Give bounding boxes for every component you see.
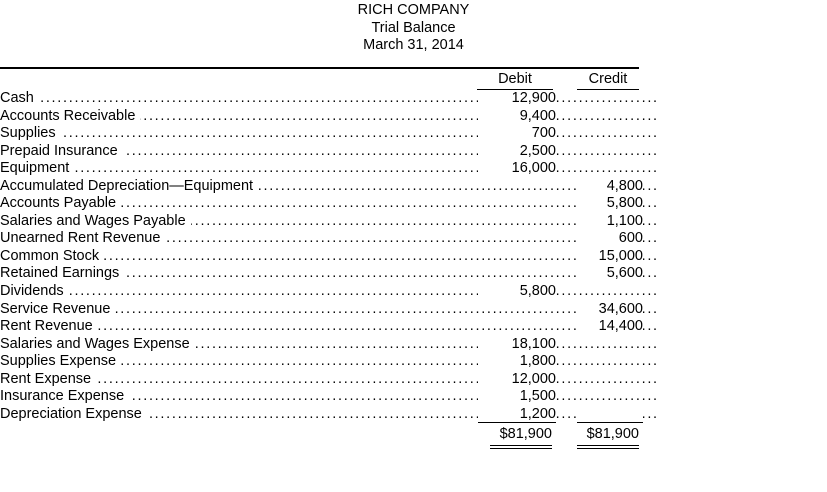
table-row [0,178,660,196]
account-name: Common Stock [0,248,104,266]
dot-leader [0,160,660,178]
credit-amount: 5,800 [577,195,643,213]
header-divider-rule [0,67,639,69]
statement-title: Trial Balance [371,19,456,36]
account-name: Supplies Expense [0,353,121,371]
account-name: Supplies [0,125,61,143]
table-row [0,213,660,231]
account-name: Prepaid Insurance [0,143,123,161]
credit-amount: 1,100 [577,213,643,231]
dot-leader [0,371,660,389]
credit-amount: 15,000 [577,248,643,266]
account-rows [0,90,660,423]
account-name: Depreciation Expense [0,406,147,424]
table-row [0,388,660,406]
column-header-credit: Credit [577,71,639,90]
credit-amount: 600 [577,230,643,248]
statement-date: March 31, 2014 [363,37,464,53]
credit-amount [577,406,643,423]
debit-amount: 2,500 [478,143,556,161]
table-row [0,160,660,178]
debit-amount: 18,100 [478,336,556,354]
table-row [0,265,660,283]
dot-leader [0,125,660,143]
account-name: Accounts Receivable [0,108,140,126]
account-name: Insurance Expense [0,388,129,406]
credit-amount: 14,400 [577,318,643,336]
account-name: Salaries and Wages Payable [0,213,191,231]
column-header-row [0,71,639,89]
dot-leader [0,90,660,108]
table-row [0,371,660,389]
debit-amount: 16,000 [478,160,556,178]
account-name: Retained Earnings [0,265,124,283]
table-row [0,108,660,126]
table-row [0,248,660,266]
account-name: Equipment [0,160,74,178]
debit-amount: 9,400 [478,108,556,126]
table-row [0,336,660,354]
table-row [0,143,660,161]
table-row [0,283,660,301]
company-name: RICH COMPANY [357,2,470,18]
debit-amount: 1,200 [478,406,556,423]
account-name: Service Revenue [0,301,115,319]
total-credit: $81,900 [577,426,639,446]
table-row [0,125,660,143]
document-heading [0,0,827,55]
debit-amount: 700 [478,125,556,143]
table-row [0,353,660,371]
account-name: Accounts Payable [0,195,121,213]
table-row [0,318,660,336]
table-row [0,406,660,424]
debit-amount: 12,900 [478,90,556,108]
credit-amount: 5,600 [577,265,643,283]
table-row [0,301,660,319]
table-row [0,90,660,108]
credit-amount: 4,800 [577,178,643,196]
account-name: Dividends [0,283,69,301]
account-name: Accumulated Depreciation—Equipment [0,178,258,196]
table-row [0,230,660,248]
debit-amount: 5,800 [478,283,556,301]
debit-amount: 1,800 [478,353,556,371]
account-name: Rent Expense [0,371,96,389]
account-name: Rent Revenue [0,318,98,336]
debit-amount: 1,500 [478,388,556,406]
totals-row [0,426,660,446]
account-name: Salaries and Wages Expense [0,336,195,354]
dot-leader [0,283,660,301]
credit-amount: 34,600 [577,301,643,319]
dot-leader [0,318,660,336]
account-name: Cash [0,90,39,108]
account-name: Unearned Rent Revenue [0,230,165,248]
total-debit: $81,900 [490,426,552,446]
column-header-debit: Debit [477,71,553,90]
table-row [0,195,660,213]
debit-amount: 12,000 [478,371,556,389]
